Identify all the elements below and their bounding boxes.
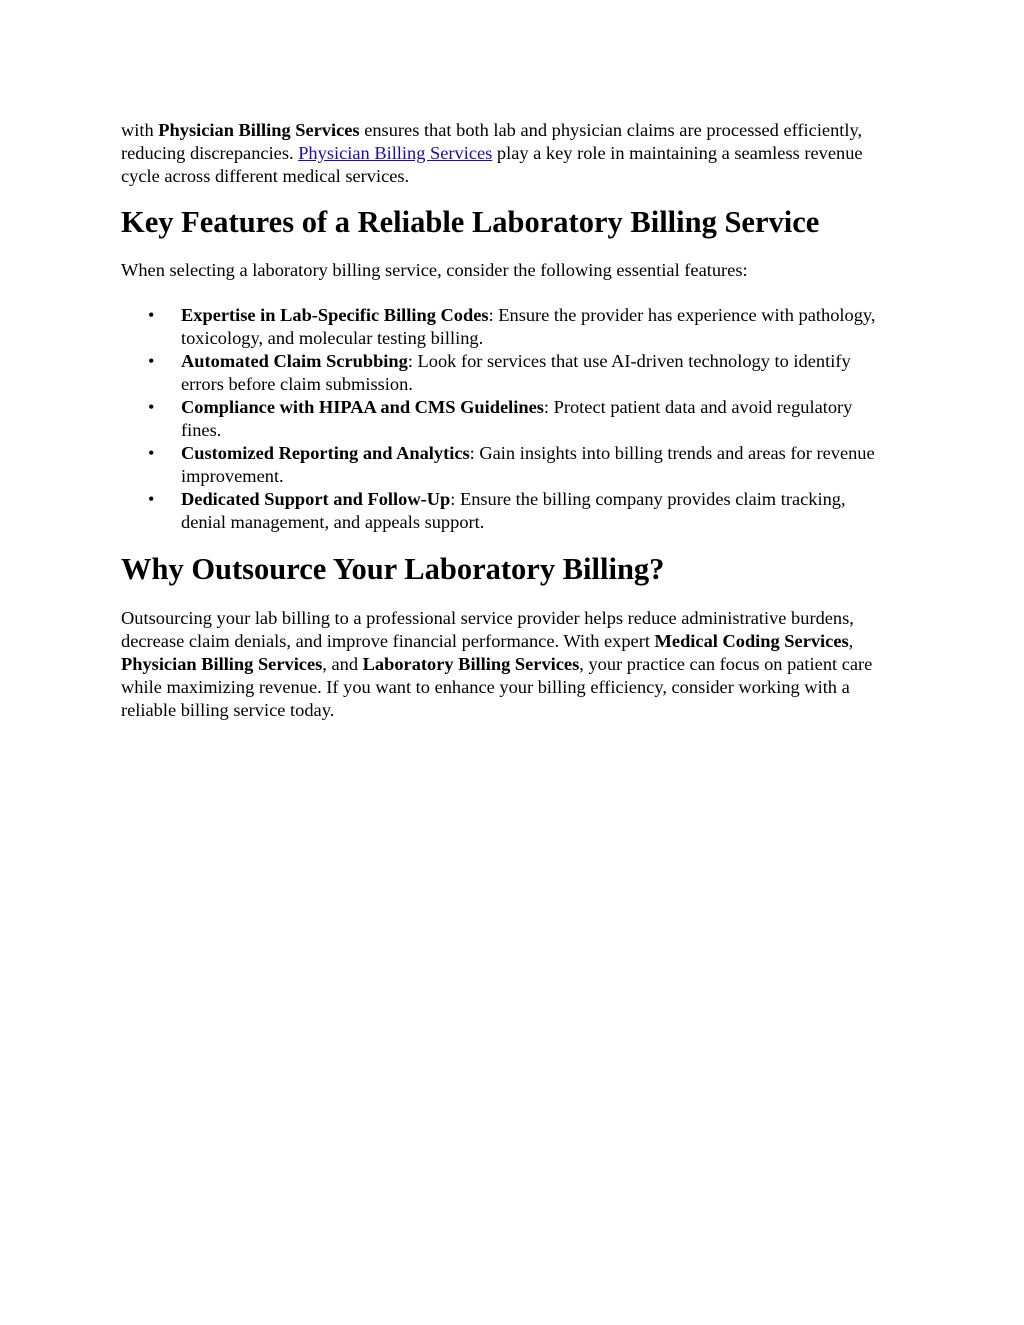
bullet-icon: • [148, 397, 155, 417]
feature-text: : Ensure the billing company provides claim tracking, denial management, and appeals support. [181, 489, 846, 532]
document-page [121, 119, 891, 722]
list-item [121, 442, 891, 488]
feature-title: Expertise in Lab-Specific Billing Codes [181, 305, 489, 325]
outsource-heading: Why Outsource Your Laboratory Billing? [121, 552, 665, 586]
outsource-paragraph [121, 607, 891, 722]
outsource-text-2: , [848, 631, 854, 651]
physician-billing-services-link[interactable]: Physician Billing Services [298, 143, 493, 163]
outsource-text-1: Outsourcing your lab billing to a professional service provider helps reduce administrative burdens, decrease claim denials, and improve financial performance. With expert [121, 608, 854, 651]
outsource-bold-physician-billing: Physician Billing Services [121, 654, 323, 674]
outsource-text-4: , your practice can focus on patient care while maximizing revenue. If you want to enhance your billing efficiency, consider working with a reliable billing service today. [121, 654, 873, 720]
list-item [121, 488, 891, 534]
feature-text: : Look for services that use AI-driven technology to identify errors before claim submission. [181, 351, 851, 394]
features-intro: When selecting a laboratory billing service, consider the following essential features: [121, 260, 748, 280]
bullet-icon: • [148, 489, 155, 509]
list-item [121, 350, 891, 396]
feature-text: : Gain insights into billing trends and areas for revenue improvement. [181, 443, 875, 486]
outsource-text-3: , and [322, 654, 363, 674]
feature-title: Automated Claim Scrubbing [181, 351, 408, 371]
bullet-icon: • [148, 351, 155, 371]
intro-text-1: with [121, 120, 159, 140]
feature-text: : Ensure the provider has experience with pathology, toxicology, and molecular testing billing. [181, 305, 876, 348]
outsource-bold-laboratory-billing: Laboratory Billing Services [362, 654, 580, 674]
features-heading: Key Features of a Reliable Laboratory Billing Service [121, 205, 820, 239]
intro-text-3: play a key role in maintaining a seamless revenue cycle across different medical services. [121, 143, 863, 186]
feature-title: Compliance with HIPAA and CMS Guidelines [181, 397, 544, 417]
feature-text: : Protect patient data and avoid regulatory fines. [181, 397, 853, 440]
bullet-icon: • [148, 305, 155, 325]
list-item [121, 396, 891, 442]
bullet-icon: • [148, 443, 155, 463]
feature-title: Dedicated Support and Follow-Up [181, 489, 451, 509]
features-list [121, 304, 891, 534]
outsource-bold-medical-coding: Medical Coding Services [654, 631, 849, 651]
intro-paragraph [121, 119, 891, 188]
list-item [121, 304, 891, 350]
feature-title: Customized Reporting and Analytics [181, 443, 470, 463]
intro-text-2: ensures that both lab and physician claims are processed efficiently, reducing discrepancies. [121, 120, 863, 163]
intro-bold-physician-billing: Physician Billing Services [158, 120, 360, 140]
